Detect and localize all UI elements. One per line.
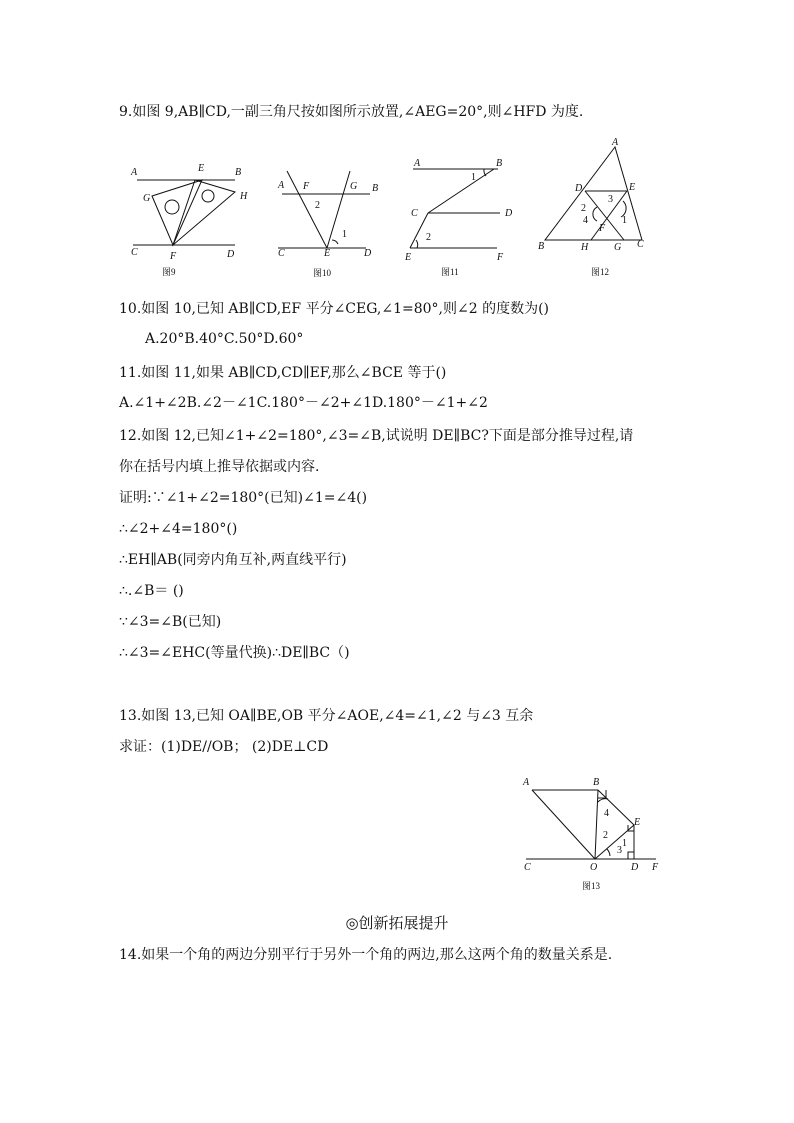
fig9-label-d: D (227, 249, 235, 260)
proof-line-4: ∴.∠B＝ () (119, 583, 184, 599)
fig12-label-g: G (614, 242, 622, 253)
fig13-label-e: E (634, 817, 641, 828)
fig12-label-h: H (581, 242, 589, 253)
question-13: 13.如图 13,已知 OA∥BE,OB 平分∠AOE,∠4=∠1,∠2 与∠3 互余 (119, 708, 534, 724)
fig11-caption: 图11 (441, 267, 459, 277)
fig13-label-a: A (523, 777, 530, 788)
question-11: 11.如图 11,如果 AB∥CD,CD∥EF,那么∠BCE 等于() (119, 365, 447, 381)
proof-line-5: ∵∠3=∠B(已知) (119, 614, 222, 630)
fig11-label-d: D (505, 208, 513, 219)
fig10-label-f: F (303, 181, 310, 192)
fig9-label-b: B (235, 167, 242, 178)
figure-13 (518, 770, 678, 900)
fig12-label-d: D (575, 183, 583, 194)
question-9: 9.如图 9,AB∥CD,一副三角尺按如图所示放置,∠AEG=20°,则∠HFD 为度. (119, 104, 584, 120)
question-12-line-1: 12.如图 12,已知∠1+∠2=180°,∠3=∠B,试说明 DE∥BC?下面是部分推导过程,请 (119, 428, 634, 444)
fig9-label-f: F (170, 251, 177, 262)
figure-12 (535, 137, 670, 282)
fig9-label-a: A (131, 167, 138, 178)
fig11-label-e: E (405, 252, 412, 263)
proof-line-1: 证明:∵∠1+∠2=180°(已知)∠1=∠4() (119, 490, 368, 506)
figure-10 (270, 158, 385, 283)
fig13-angle-2: 2 (603, 830, 608, 841)
question-10-options: A.20°B.40°C.50°D.60° (145, 331, 304, 347)
fig11-label-b: B (496, 158, 503, 169)
fig10-label-c: C (278, 248, 285, 259)
question-11-options: A.∠1+∠2B.∠2－∠1C.180°－∠2+∠1D.180°－∠1+∠2 (119, 395, 488, 411)
question-10: 10.如图 10,已知 AB∥CD,EF 平分∠CEG,∠1=80°,则∠2 的度数为() (119, 301, 550, 317)
fig13-angle-3: 3 (617, 845, 622, 856)
proof-line-2: ∴∠2+∠4=180°() (119, 521, 238, 537)
fig10-label-d: D (364, 248, 372, 259)
section-title: ◎创新拓展提升 (345, 914, 449, 932)
fig9-label-g: G (143, 193, 151, 204)
fig13-caption: 图13 (582, 881, 601, 891)
fig10-angle-1: 1 (342, 229, 347, 240)
fig12-caption: 图12 (591, 267, 610, 277)
fig9-label-h: H (240, 191, 248, 202)
fig9-caption: 图9 (162, 267, 176, 277)
fig10-label-b: B (372, 183, 379, 194)
fig12-label-e: E (629, 182, 636, 193)
fig12-label-f: F (599, 223, 606, 234)
question-12-line-2: 你在括号内填上推导依据或内容. (119, 459, 320, 475)
fig10-label-e: E (324, 248, 331, 259)
fig12-label-c: C (637, 239, 644, 250)
fig12-label-a: A (612, 137, 619, 148)
figure-11 (400, 152, 515, 282)
fig12-label-b: B (538, 241, 545, 252)
fig9-label-c: C (131, 247, 138, 258)
fig11-label-c: C (411, 208, 418, 219)
fig13-angle-4: 4 (604, 808, 609, 819)
fig10-caption: 图10 (313, 268, 332, 278)
fig13-label-d: D (631, 862, 639, 873)
fig13-label-f: F (652, 862, 659, 873)
figure-9 (125, 158, 255, 283)
fig11-angle-2: 2 (426, 232, 431, 243)
question-14: 14.如果一个角的两边分别平行于另外一个角的两边,那么这两个角的数量关系是. (119, 947, 613, 963)
fig10-label-g: G (350, 181, 358, 192)
fig12-angle-4: 4 (583, 215, 588, 226)
fig11-label-a: A (414, 158, 421, 169)
fig13-angle-1: 1 (622, 838, 627, 849)
fig13-label-c: C (524, 862, 531, 873)
fig9-label-e: E (198, 163, 205, 174)
fig12-angle-2: 2 (581, 203, 586, 214)
question-13-prove: 求证：(1)DE//OB； (2)DE⊥CD (119, 739, 329, 755)
fig13-label-o: O (590, 862, 598, 873)
fig10-angle-2: 2 (315, 200, 320, 211)
fig10-label-a: A (278, 180, 285, 191)
proof-line-3: ∴EH∥AB(同旁内角互补,两直线平行) (119, 552, 347, 568)
fig11-angle-1: 1 (471, 172, 476, 183)
proof-line-6: ∴∠3=∠EHC(等量代换)∴DE∥BC（) (119, 645, 350, 661)
fig12-angle-3: 3 (608, 194, 613, 205)
fig11-label-f: F (497, 252, 504, 263)
fig12-angle-1: 1 (622, 215, 627, 226)
fig13-label-b: B (593, 777, 600, 788)
